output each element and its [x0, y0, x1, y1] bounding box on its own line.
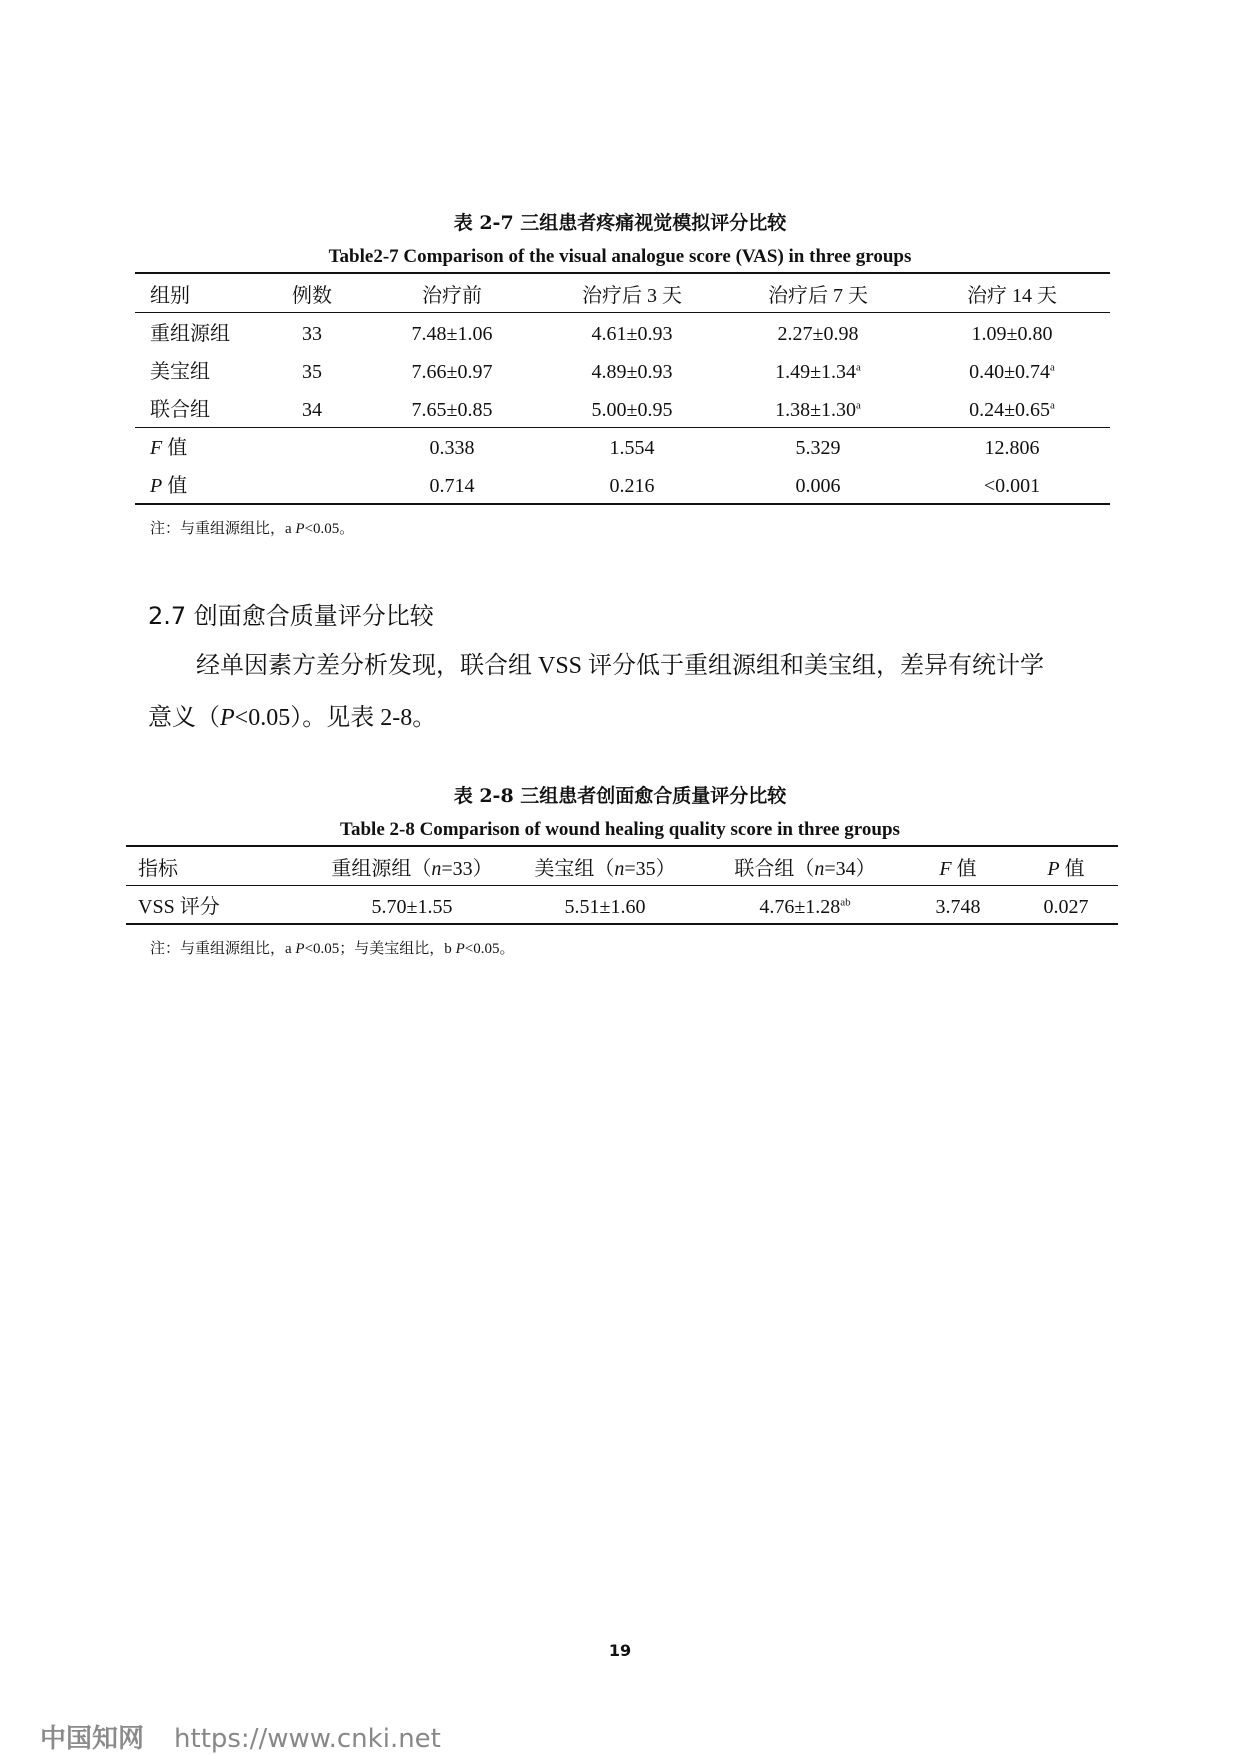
page-number: 19 [608, 1641, 632, 1660]
table2-top-rule [126, 845, 1118, 847]
table2-bottom-rule [126, 923, 1118, 925]
table2-header-g3: 联合组（n=34） [734, 858, 876, 880]
table1-caption-en: Table2-7 Comparison of the visual analogue score (VAS) in three groups [328, 246, 912, 267]
table2-caption-cn: 表 2-8 三组患者创面愈合质量评分比较 [453, 785, 787, 807]
table-cell: 33 [302, 323, 322, 345]
table-cell: 0.338 [429, 437, 475, 459]
table2-header-rule [126, 885, 1118, 886]
table1-bottom-rule [135, 503, 1110, 505]
table2-header-p: P 值 [1047, 858, 1085, 880]
table1-header-group: 组别 [150, 285, 190, 307]
table-cell: 7.66±0.97 [411, 361, 493, 383]
table2-header-f: F 值 [939, 858, 977, 880]
table-cell: 5.00±0.95 [591, 399, 673, 421]
table1-caption-cn: 表 2-7 三组患者疼痛视觉模拟评分比较 [453, 212, 787, 234]
table1-header-rule [135, 312, 1110, 313]
table-row: VSS 评分 [138, 896, 220, 918]
table1-header-d3: 治疗后 3 天 [582, 285, 682, 307]
table-cell: 4.89±0.93 [591, 361, 673, 383]
table-cell: 0.24±0.65$^a$ [969, 399, 1055, 421]
table-cell: 1.38±1.30$^a$ [775, 399, 861, 421]
table-cell: 4.61±0.93 [591, 323, 673, 345]
table1-f-label: F 值 [150, 437, 188, 459]
table-row: 联合组 [150, 399, 210, 421]
table-cell: <0.001 [983, 475, 1041, 497]
table-row: 重组源组 [150, 323, 230, 345]
watermark-brand: 中国知网 [40, 1724, 145, 1754]
table-cell: 3.748 [935, 896, 981, 918]
table-cell: 1.49±1.34$^a$ [775, 361, 861, 383]
table1-header-d7: 治疗后 7 天 [768, 285, 868, 307]
watermark [40, 1718, 441, 1755]
watermark-url: https://www.cnki.net [174, 1724, 441, 1754]
table2-note: 注：与重组源组比，a P<0.05；与美宝组比，b P<0.05。 [150, 941, 515, 957]
table-cell: 0.027 [1043, 896, 1089, 918]
table-cell: 0.40±0.74$^a$ [969, 361, 1055, 383]
table2-header-index: 指标 [138, 858, 178, 880]
table-cell: 4.76±1.28$^{ab}$ [759, 896, 851, 918]
section-paragraph: 经单因素方差分析发现，联合组 VSS 评分低于重组源组和美宝组，差异有统计学 意义（P<0.05）。见表 2-8。 [148, 653, 1045, 731]
table1-header-d14: 治疗 14 天 [967, 285, 1057, 307]
table-cell: 34 [302, 399, 322, 421]
table-cell: 0.714 [429, 475, 475, 497]
table-cell: 12.806 [984, 437, 1040, 459]
table1-p-label: P 值 [150, 475, 188, 497]
table-cell: 2.27±0.98 [777, 323, 859, 345]
table1-mid-rule [135, 427, 1110, 428]
table2-caption-en: Table 2-8 Comparison of wound healing quality score in three groups [340, 819, 900, 840]
table-cell: 7.48±1.06 [411, 323, 493, 345]
table-cell: 5.51±1.60 [564, 896, 646, 918]
section-title: 2.7 创面愈合质量评分比较 [148, 602, 434, 630]
table-cell: 35 [302, 361, 322, 383]
table-cell: 0.006 [795, 475, 841, 497]
table2-header-g1: 重组源组（n=33） [331, 858, 493, 880]
table-cell: 0.216 [609, 475, 655, 497]
table-cell: 1.09±0.80 [971, 323, 1053, 345]
table2-header-g2: 美宝组（n=35） [534, 858, 676, 880]
table1-top-rule [135, 272, 1110, 274]
table-cell: 7.65±0.85 [411, 399, 493, 421]
table1-header-n: 例数 [292, 285, 332, 307]
table-cell: 1.554 [609, 437, 655, 459]
table-cell: 5.329 [795, 437, 841, 459]
table-cell: 5.70±1.55 [371, 896, 453, 918]
table1-header-before: 治疗前 [422, 285, 482, 307]
table1-note: 注：与重组源组比，a P<0.05。 [150, 521, 355, 537]
table-row: 美宝组 [150, 361, 210, 383]
